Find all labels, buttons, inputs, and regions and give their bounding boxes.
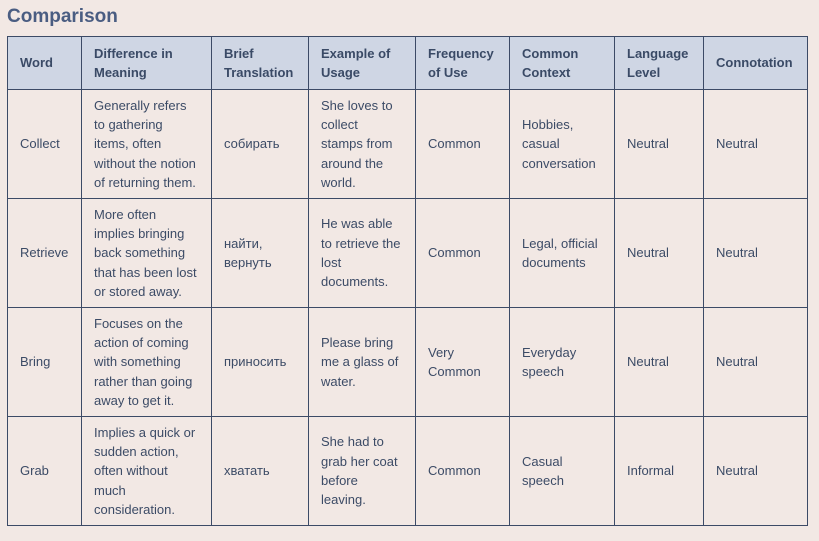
- cell-connotation: Neutral: [704, 199, 808, 308]
- header-frequency: Frequency of Use: [416, 37, 510, 90]
- header-translation: Brief Translation: [212, 37, 309, 90]
- table-row: [8, 90, 808, 199]
- cell-level: Neutral: [615, 199, 704, 308]
- cell-translation: приносить: [212, 308, 309, 417]
- cell-frequency: Common: [416, 90, 510, 199]
- cell-level: Informal: [615, 417, 704, 526]
- cell-difference: More often implies bringing back something that has been lost or stored away.: [82, 199, 212, 308]
- header-difference: Difference in Meaning: [82, 37, 212, 90]
- header-connotation: Connotation: [704, 37, 808, 90]
- cell-level: Neutral: [615, 90, 704, 199]
- cell-context: Hobbies, casual conversation: [510, 90, 615, 199]
- page-title: Comparison: [7, 6, 118, 27]
- cell-example: She had to grab her coat before leaving.: [309, 417, 416, 526]
- cell-word: Collect: [8, 90, 82, 199]
- cell-translation: собирать: [212, 90, 309, 199]
- cell-example: She loves to collect stamps from around the world.: [309, 90, 416, 199]
- header-example: Example of Usage: [309, 37, 416, 90]
- cell-difference: Focuses on the action of coming with something rather than going away to get it.: [82, 308, 212, 417]
- cell-example: He was able to retrieve the lost documents.: [309, 199, 416, 308]
- cell-connotation: Neutral: [704, 90, 808, 199]
- cell-difference: Generally refers to gathering items, often without the notion of returning them.: [82, 90, 212, 199]
- cell-translation: найти, вернуть: [212, 199, 309, 308]
- table-row: [8, 417, 808, 526]
- cell-word: Grab: [8, 417, 82, 526]
- cell-context: Everyday speech: [510, 308, 615, 417]
- header-row: [8, 37, 808, 90]
- cell-connotation: Neutral: [704, 417, 808, 526]
- cell-word: Bring: [8, 308, 82, 417]
- table-row: [8, 308, 808, 417]
- cell-word: Retrieve: [8, 199, 82, 308]
- header-context: Common Context: [510, 37, 615, 90]
- cell-frequency: Common: [416, 417, 510, 526]
- cell-difference: Implies a quick or sudden action, often without much consideration.: [82, 417, 212, 526]
- cell-context: Legal, official documents: [510, 199, 615, 308]
- cell-frequency: Very Common: [416, 308, 510, 417]
- cell-frequency: Common: [416, 199, 510, 308]
- cell-level: Neutral: [615, 308, 704, 417]
- cell-translation: хватать: [212, 417, 309, 526]
- table-row: [8, 199, 808, 308]
- cell-context: Casual speech: [510, 417, 615, 526]
- cell-connotation: Neutral: [704, 308, 808, 417]
- comparison-table: [7, 36, 808, 526]
- header-level: Language Level: [615, 37, 704, 90]
- header-word: Word: [8, 37, 82, 90]
- cell-example: Please bring me a glass of water.: [309, 308, 416, 417]
